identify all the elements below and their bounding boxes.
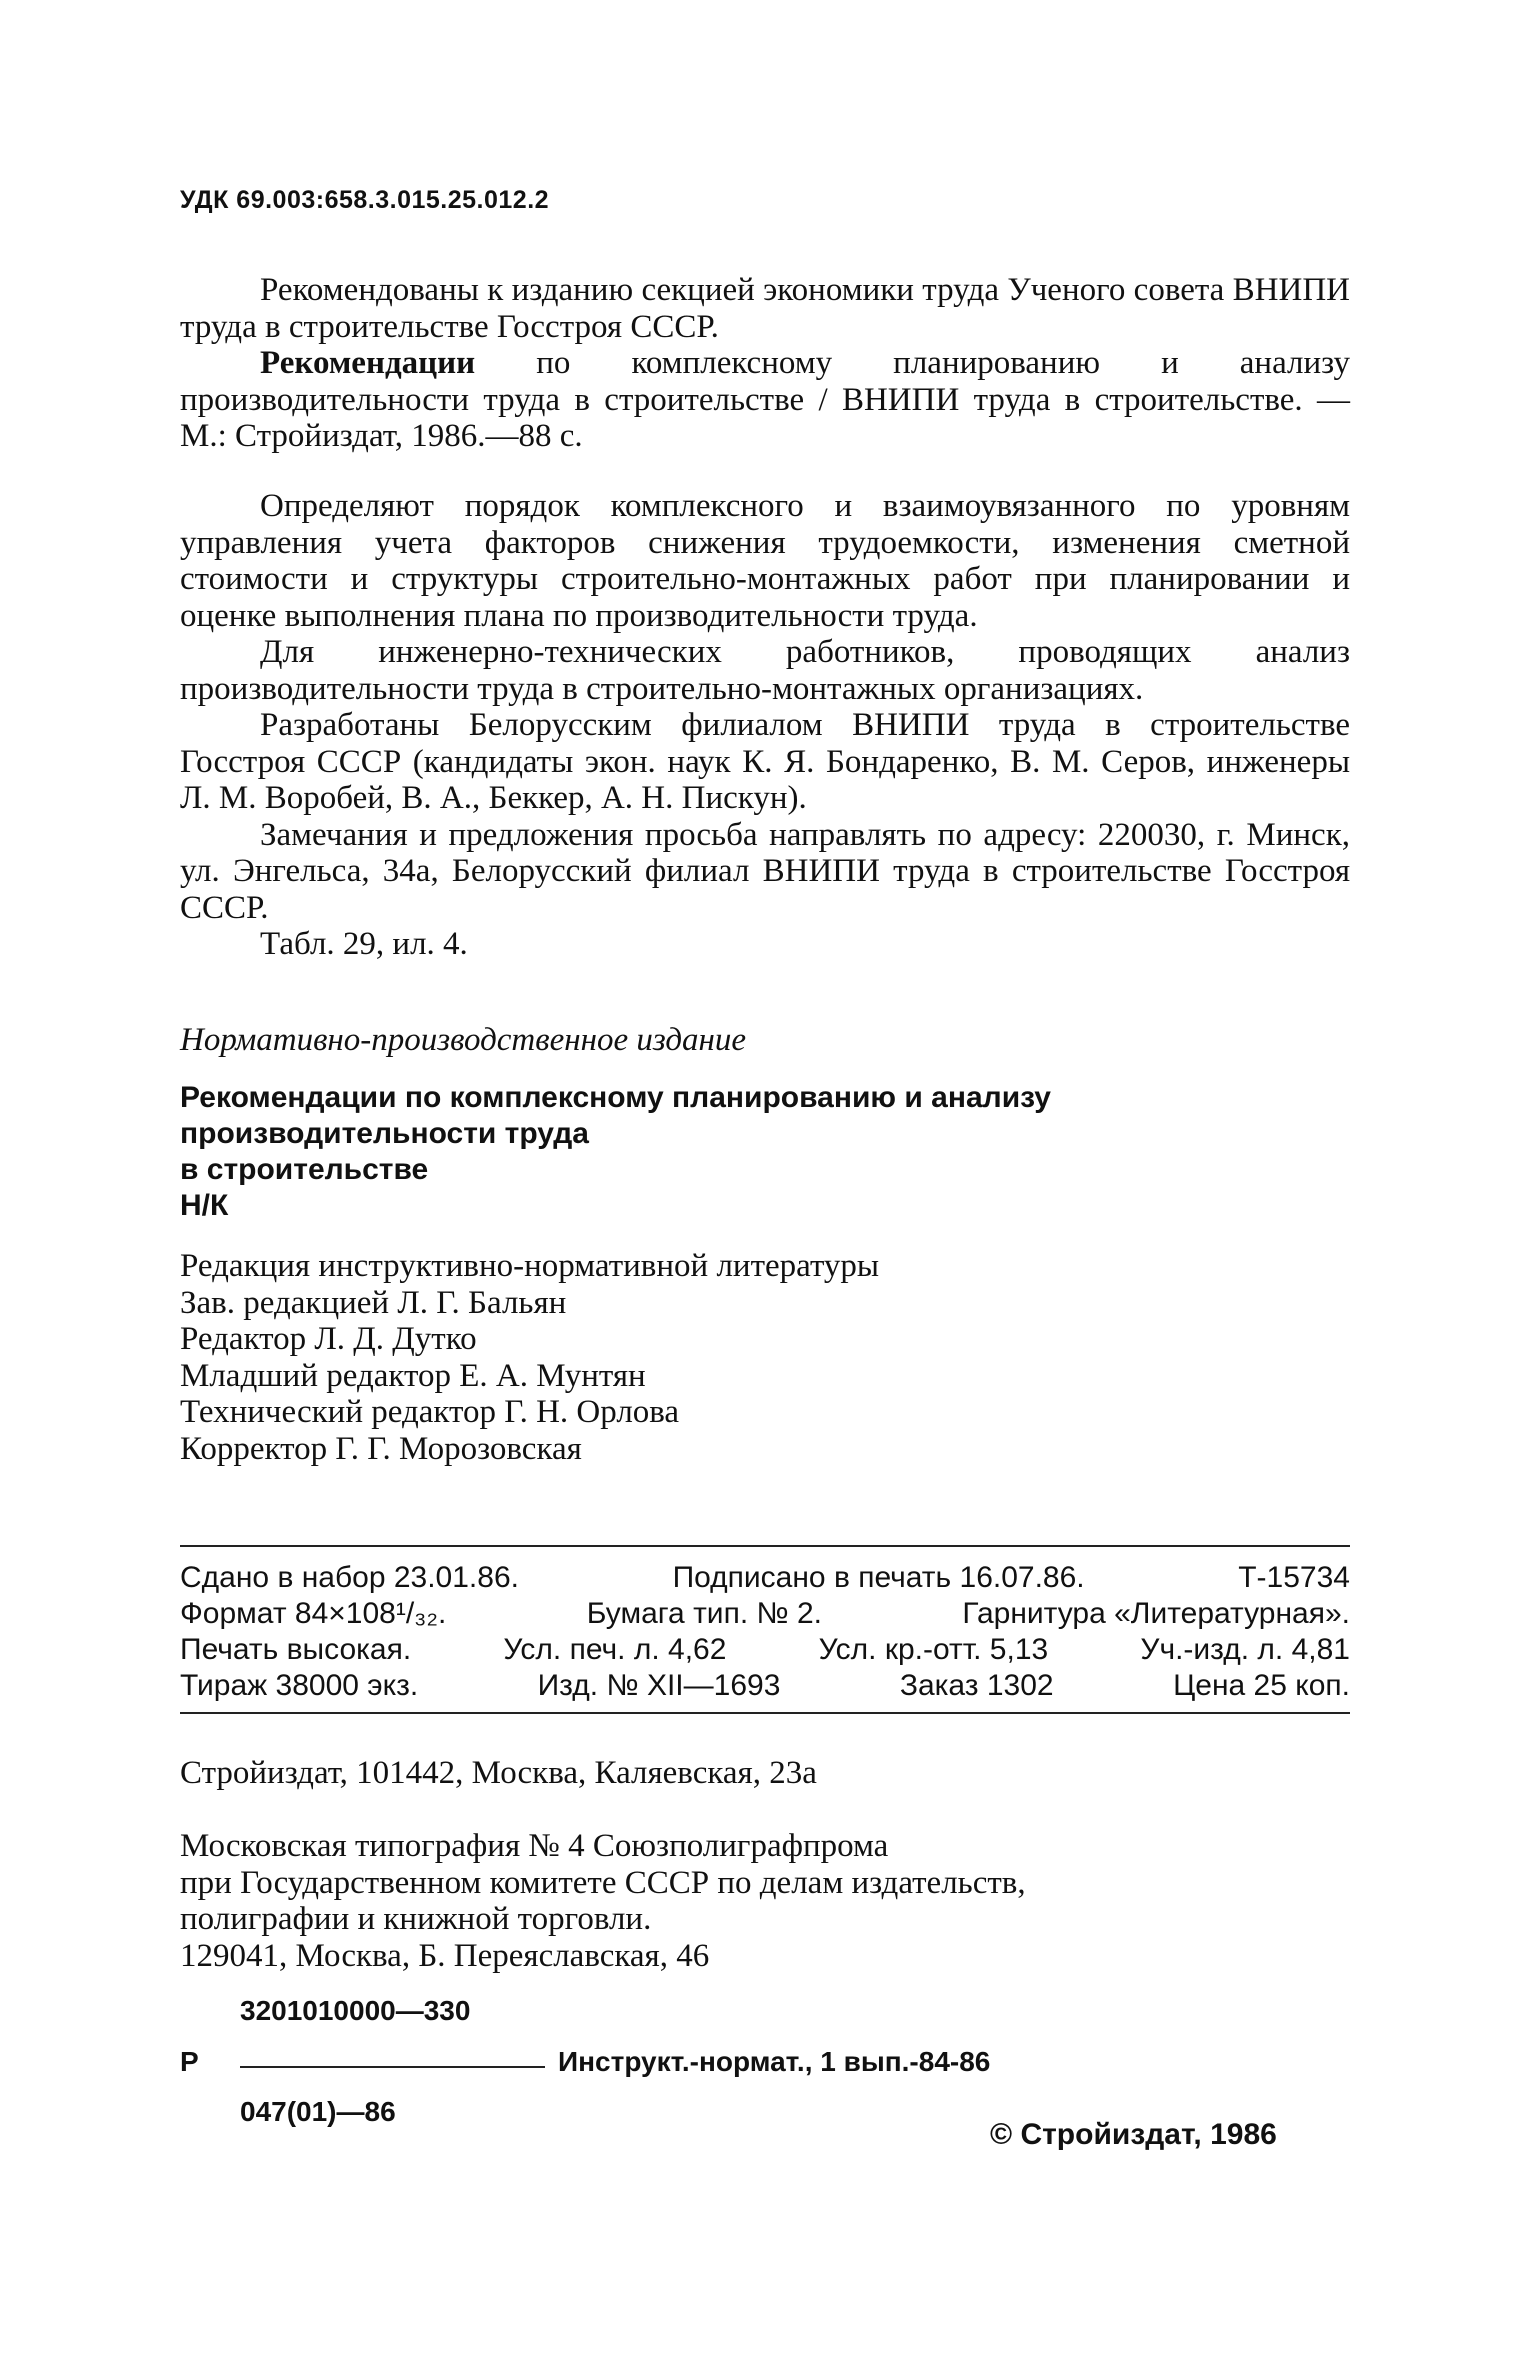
imprint-row [180, 1632, 1350, 1668]
abstract-block [180, 488, 1350, 963]
book-title [180, 1080, 1180, 1224]
imprint-cell: Изд. № XII—1693 [537, 1669, 781, 1702]
imprint-cell: Усл. кр.-отт. 5,13 [818, 1633, 1049, 1666]
staff-line: Зав. редакцией Л. Г. Бальян [180, 1284, 567, 1321]
udk-code: УДК 69.003:658.3.015.25.012.2 [180, 186, 550, 214]
printer-line: Московская типография № 4 Союзполиграфпрома [180, 1828, 889, 1864]
imprint-cell: Печать высокая. [180, 1633, 412, 1666]
imprint-cell: Уч.-изд. л. 4,81 [1140, 1633, 1350, 1666]
index-code-letter: Р [180, 2046, 199, 2077]
index-code-numerator: 3201010000—330 [240, 1995, 471, 2026]
staff-line: Корректор Г. Г. Морозовская [180, 1430, 582, 1467]
publisher-address: Стройиздат, 101442, Москва, Каляевская, 23а [180, 1755, 817, 1791]
audience-paragraph: Для инженерно-технических работников, проводящих анализ производительности труда в строительно-монтажных организациях. [180, 634, 1350, 707]
imprint-cell: Сдано в набор 23.01.86. [180, 1561, 519, 1594]
imprint-cell: Усл. печ. л. 4,62 [503, 1633, 727, 1666]
imprint-top-rule [180, 1545, 1350, 1547]
title-line: в строительстве [180, 1153, 429, 1186]
imprint-cell: Подписано в печать 16.07.86. [672, 1561, 1085, 1594]
printing-house [180, 1828, 1026, 1974]
abstract-paragraph: Определяют порядок комплексного и взаимоувязанного по уровням управления учета факторов снижения трудоемкости, изменения сметной стоимости и структуры строительно-монтажных работ при планировании и оценке выполнения плана по производительности труда. [180, 488, 1350, 634]
print-imprint [180, 1560, 1350, 1704]
authors-paragraph: Разработаны Белорусским филиалом ВНИПИ труда в строительстве Госстроя СССР (кандидаты экон. наук К. Я. Бондаренко, В. М. Серов, инженеры Л. М. Воробей, В. А., Беккер, А. Н. Пискун). [180, 707, 1350, 816]
imprint-bottom-rule [180, 1712, 1350, 1714]
recommendation-note: Рекомендованы к изданию секцией экономики труда Ученого совета ВНИПИ труда в строительстве Госстроя СССР. [180, 272, 1350, 345]
feedback-paragraph: Замечания и предложения просьба направлять по адресу: 220030, г. Минск, ул. Энгельса, 34а, Белорусский филиал ВНИПИ труда в строительстве Госстроя СССР. [180, 816, 1350, 926]
title-line: производительности труда [180, 1117, 589, 1150]
staff-line: Младший редактор Е. А. Мунтян [180, 1357, 646, 1394]
staff-line: Редакция инструктивно-нормативной литературы [180, 1248, 880, 1284]
imprint-row [180, 1668, 1350, 1704]
printer-line: при Государственном комитете СССР по делам издательств, [180, 1864, 1026, 1901]
imprint-cell: Заказ 1302 [899, 1669, 1054, 1702]
imprint-cell: Формат 84×108¹/₃₂. [180, 1597, 447, 1630]
printer-line: полиграфии и книжной торговли. [180, 1901, 652, 1937]
bibliographic-record [180, 345, 1350, 455]
editorial-staff [180, 1248, 879, 1467]
title-line: Рекомендации по комплексному планированию и анализу [180, 1081, 1051, 1114]
bib-title: Рекомендации [260, 345, 476, 381]
printer-line: 129041, Москва, Б. Переяславская, 46 [180, 1937, 710, 1974]
imprint-cell: Цена 25 коп. [1173, 1669, 1350, 1702]
staff-line: Технический редактор Г. Н. Орлова [180, 1394, 680, 1430]
imprint-cell: Гарнитура «Литературная». [962, 1597, 1350, 1630]
bib-details: по комплексному планированию и анализу производительности труда в строительстве / ВНИПИ труда в строительстве. — М.: Стройиздат, 1986.—88 с. [180, 345, 1350, 454]
title-line: Н/К [180, 1189, 229, 1222]
index-code-denominator: 047(01)—86 [240, 2096, 396, 2127]
imprint-cell: Т-15734 [1238, 1561, 1350, 1594]
imprint-row [180, 1560, 1350, 1596]
copyright-notice: © Стройиздат, 1986 [990, 2118, 1277, 2151]
imprint-row [180, 1596, 1350, 1632]
staff-line: Редактор Л. Д. Дутко [180, 1321, 477, 1357]
index-code-series: Инструкт.-нормат., 1 вып.-84-86 [558, 2046, 991, 2077]
imprint-cell: Тираж 38000 экз. [180, 1669, 419, 1702]
imprint-cell: Бумага тип. № 2. [586, 1597, 823, 1630]
edition-type: Нормативно-производственное издание [180, 1022, 747, 1058]
tables-count: Табл. 29, ил. 4. [260, 926, 468, 962]
annotation-block [180, 272, 1350, 455]
index-code-fraction-line [240, 2066, 545, 2068]
